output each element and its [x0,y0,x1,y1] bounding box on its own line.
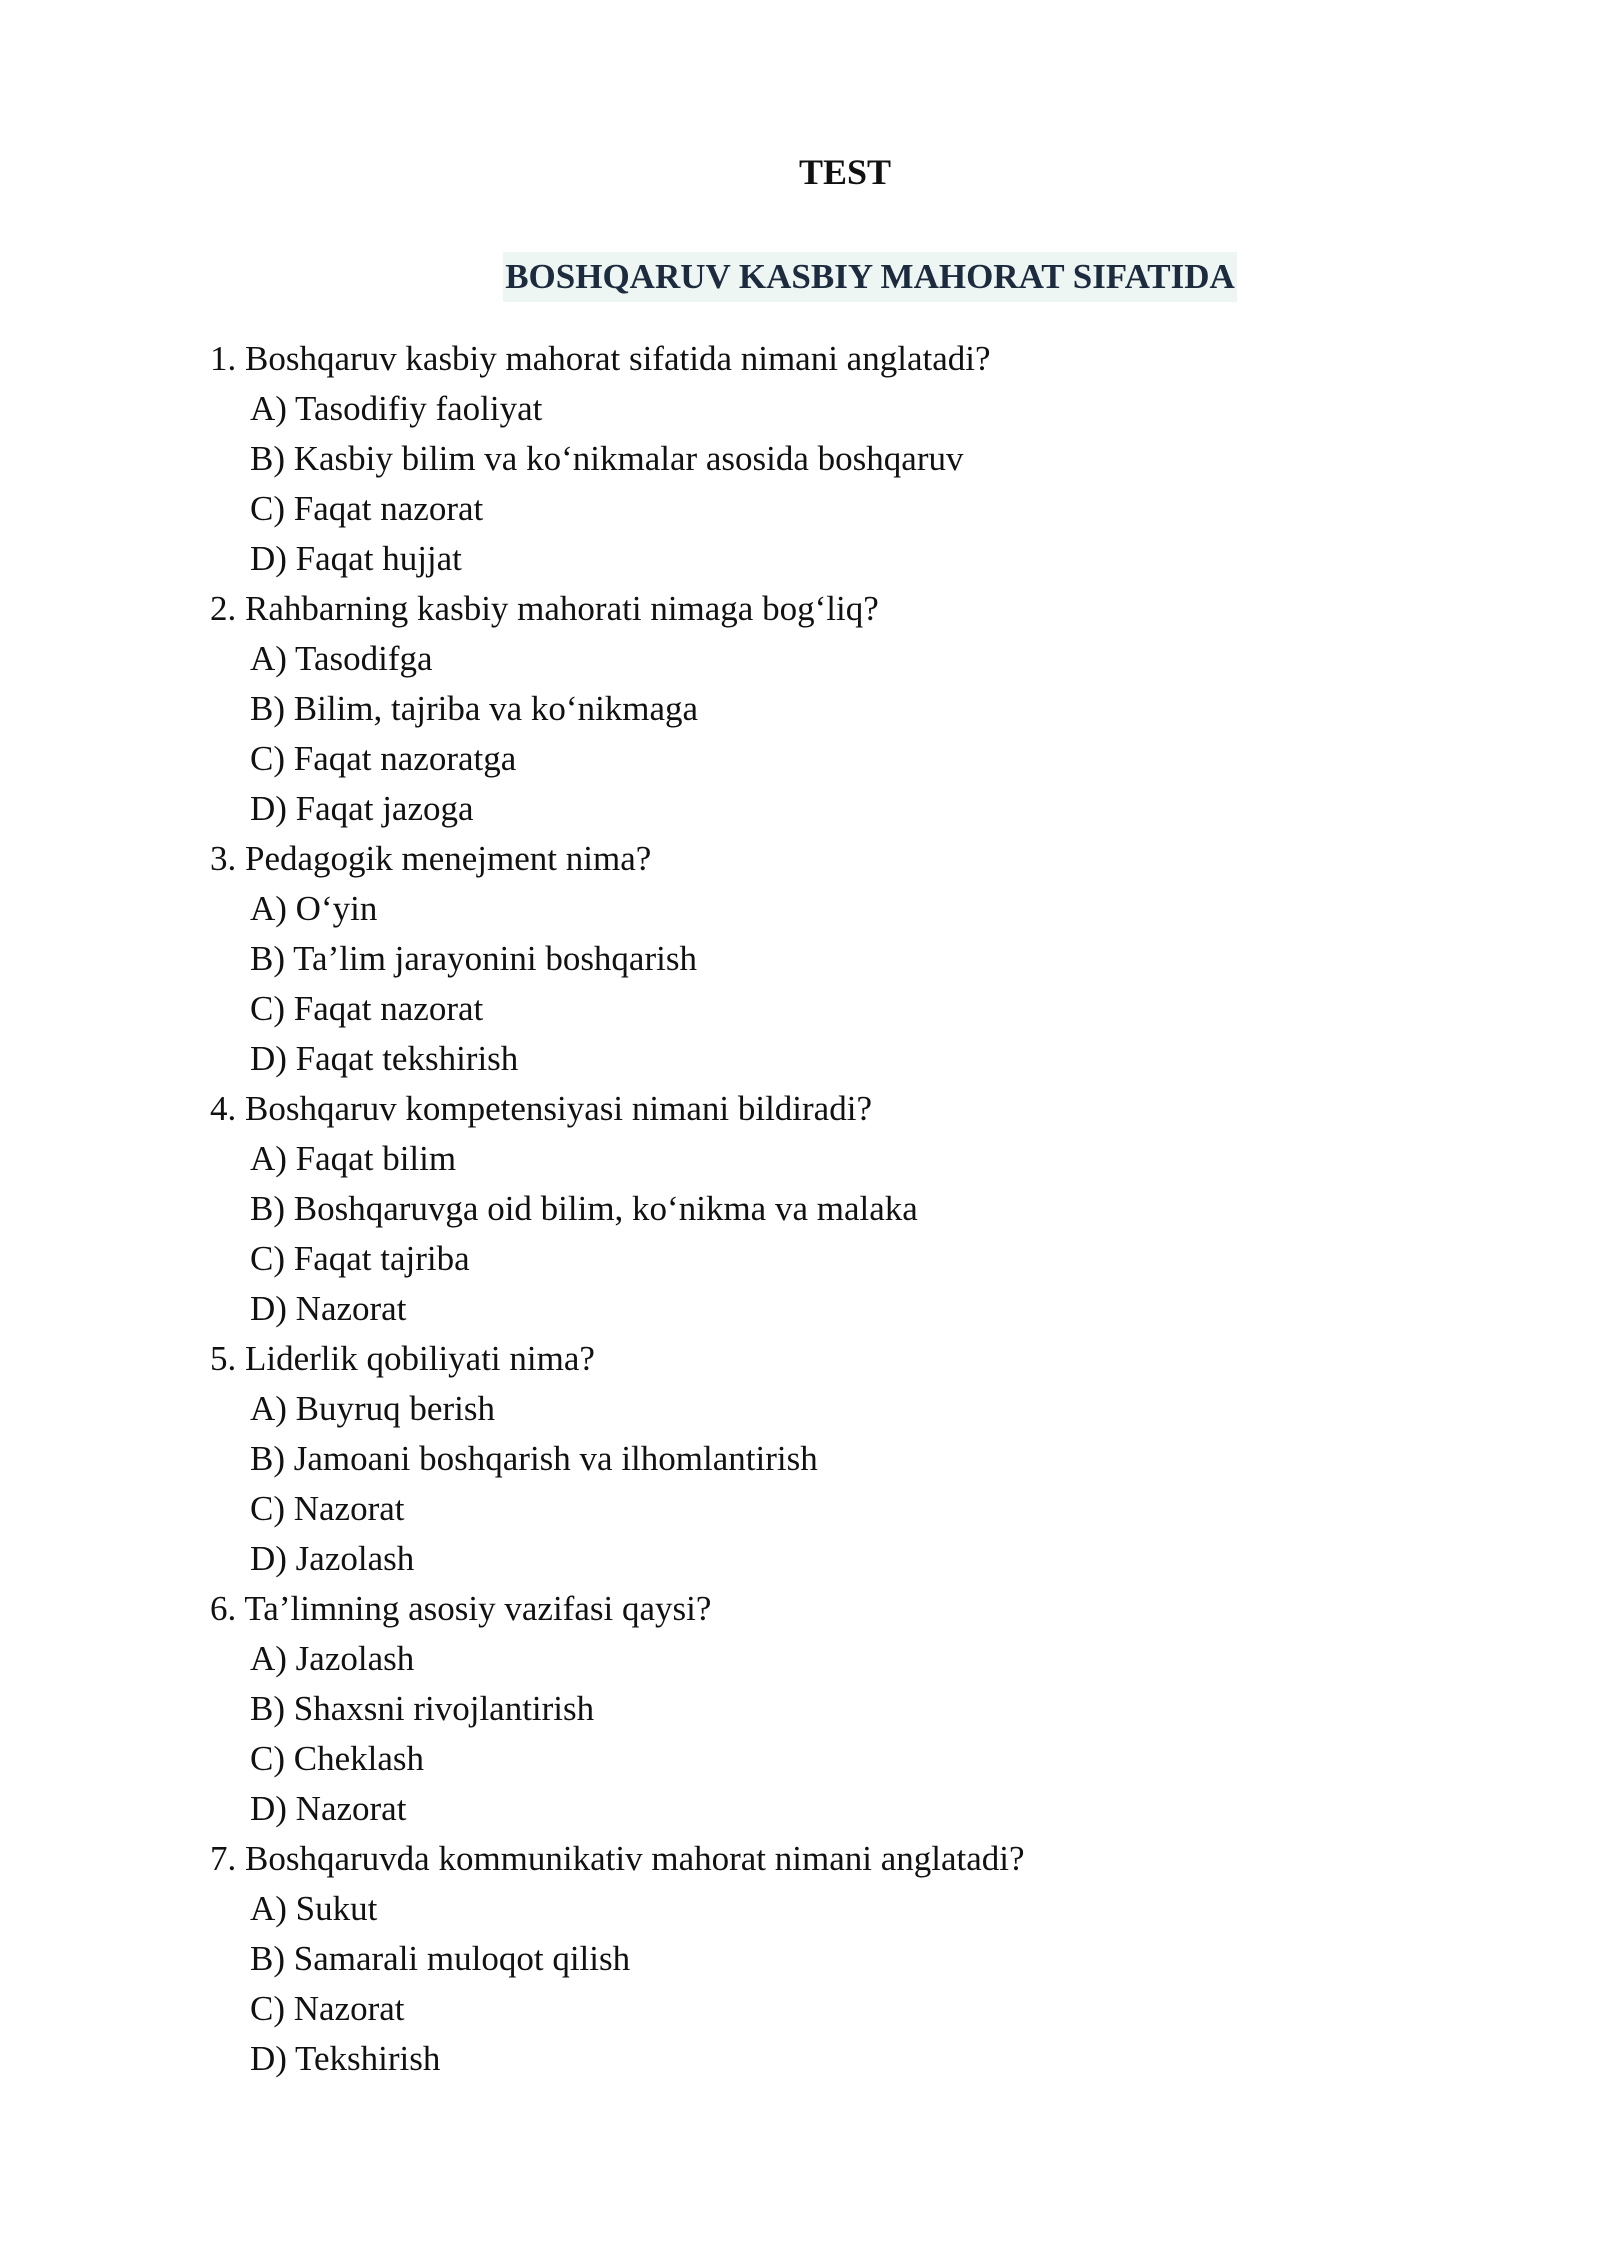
answer-option: C) Nazorat [250,1989,405,2028]
answer-option: A) Sukut [250,1889,378,1928]
answer-options [210,634,1510,834]
answer-option: A) Jazolash [250,1639,415,1678]
answer-options [210,884,1510,1084]
question-item [210,1334,1510,1584]
answer-options [210,1884,1510,2084]
answer-option: B) Jamoani boshqarish va ilhomlantirish [250,1439,818,1478]
answer-option: A) Faqat bilim [250,1139,457,1178]
answer-options [210,384,1510,584]
answer-option: A) O‘yin [250,889,378,928]
answer-option: D) Tekshirish [250,2039,441,2078]
answer-option: A) Buyruq berish [250,1389,495,1428]
answer-options [210,1384,1510,1584]
answer-option: A) Tasodifga [250,639,433,678]
answer-option: D) Faqat tekshirish [250,1039,519,1078]
answer-options [210,1134,1510,1334]
document-subtitle-container [0,252,1600,302]
answer-option: B) Ta’lim jarayonini boshqarish [250,939,697,978]
question-list [210,334,1510,2084]
question-item [210,1084,1510,1334]
answer-option: C) Cheklash [250,1739,425,1778]
answer-option: C) Faqat tajriba [250,1239,470,1278]
question-item [210,584,1510,834]
answer-option: B) Boshqaruvga oid bilim, ko‘nikma va malaka [250,1189,918,1228]
question-item [210,1584,1510,1834]
answer-option: B) Bilim, tajriba va ko‘nikmaga [250,689,699,728]
answer-option: D) Faqat jazoga [250,789,474,828]
answer-option: D) Jazolash [250,1539,415,1578]
question-item [210,1834,1510,2084]
answer-options [210,1634,1510,1834]
answer-option: C) Nazorat [250,1489,405,1528]
question-text: 5. Liderlik qobiliyati nima? [210,1339,595,1378]
question-text: 6. Ta’limning asosiy vazifasi qaysi? [210,1589,712,1628]
question-text: 4. Boshqaruv kompetensiyasi nimani bildiradi? [210,1089,872,1128]
document-subtitle: BOSHQARUV KASBIY MAHORAT SIFATIDA [503,252,1237,302]
question-text: 7. Boshqaruvda kommunikativ mahorat nimani anglatadi? [210,1839,1025,1878]
answer-option: B) Kasbiy bilim va ko‘nikmalar asosida boshqaruv [250,439,964,478]
answer-option: D) Nazorat [250,1789,407,1828]
answer-option: C) Faqat nazorat [250,489,484,528]
answer-option: C) Faqat nazoratga [250,739,517,778]
question-item [210,334,1510,584]
question-text: 2. Rahbarning kasbiy mahorati nimaga bog‘liq? [210,589,879,628]
answer-option: B) Shaxsni rivojlantirish [250,1689,595,1728]
answer-option: D) Faqat hujjat [250,539,462,578]
question-text: 1. Boshqaruv kasbiy mahorat sifatida nimani anglatadi? [210,339,991,378]
answer-option: D) Nazorat [250,1289,407,1328]
document-title: TEST [798,152,892,192]
answer-option: A) Tasodifiy faoliyat [250,389,543,428]
question-text: 3. Pedagogik menejment nima? [210,839,652,878]
answer-option: C) Faqat nazorat [250,989,484,1028]
answer-option: B) Samarali muloqot qilish [250,1939,631,1978]
question-item [210,834,1510,1084]
